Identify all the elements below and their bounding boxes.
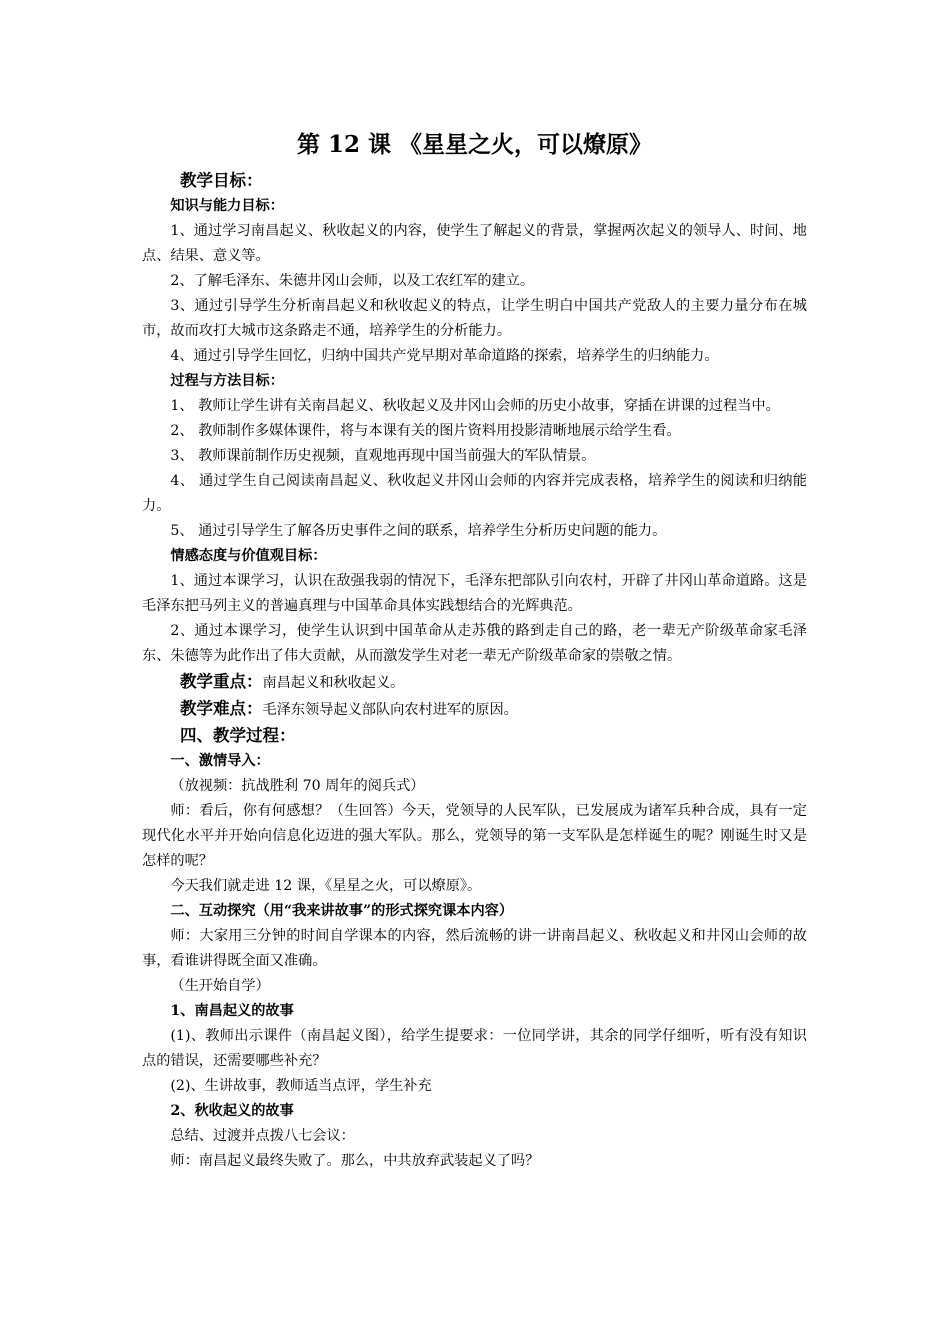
section-heading: 教学目标： xyxy=(179,171,263,190)
paragraph: 4、 通过学生自己阅读南昌起义、秋收起义井冈山会师的内容并完成表格，培养学生的阅读和归纳能力。 xyxy=(142,473,807,514)
section-heading: 情感态度与价值观目标： xyxy=(170,548,327,564)
paragraph: 3、通过引导学生分析南昌起义和秋收起义的特点，让学生明白中国共产党敌人的主要力量分布在城市，故而攻打大城市这条路走不通，培养学生的分析能力。 xyxy=(142,298,807,339)
heading-label: 教学重点： xyxy=(179,672,263,691)
paragraph: 2、了解毛泽东、朱德井冈山会师，以及工农红军的建立。 xyxy=(170,273,535,289)
paragraph: 4、通过引导学生回忆，归纳中国共产党早期对革命道路的探索，培养学生的归纳能力。 xyxy=(170,348,719,364)
paragraph: (1)、教师出示课件（南昌起义图），给学生提要求：一位同学讲，其余的同学仔细听，听有没有知识点的错误，还需要哪些补充？ xyxy=(142,1028,807,1069)
section-heading: 知识与能力目标： xyxy=(170,198,284,214)
paragraph: (2)、生讲故事，教师适当点评，学生补充 xyxy=(170,1078,432,1094)
paragraph: 今天我们就走进 12 课，《星星之火，可以燎原》。 xyxy=(170,878,482,894)
paragraph: （生开始自学） xyxy=(170,978,270,994)
paragraph: 3、 教师课前制作历史视频，直观地再现中国当前强大的军队情景。 xyxy=(170,448,596,464)
paragraph: 师：看后，你有何感想？（生回答）今天，党领导的人民军队，已发展成为诸军兵种合成，具有一定现代化水平并开始向信息化迈进的强大军队。那么，党领导的第一支军队是怎样诞生的呢？刚诞生时又是怎样的呢？ xyxy=(142,803,807,869)
section-heading: 过程与方法目标： xyxy=(170,373,284,389)
paragraph: 5、 通过引导学生了解各历史事件之间的联系，培养学生分析历史问题的能力。 xyxy=(170,523,667,539)
section-heading: 1、南昌起义的故事 xyxy=(170,1003,294,1019)
paragraph: 2、通过本课学习，使学生认识到中国革命从走苏俄的路到走自己的路，老一辈无产阶级革命家毛泽东、朱德等为此作出了伟大贡献，从而激发学生对老一辈无产阶级革命家的崇敬之情。 xyxy=(142,623,807,664)
section-heading xyxy=(142,696,807,723)
document-page xyxy=(142,128,807,1174)
lesson-title: 第 12 课 《星星之火，可以燎原》 xyxy=(296,131,653,158)
paragraph: 2、 教师制作多媒体课件，将与本课有关的图片资料用投影清晰地展示给学生看。 xyxy=(170,423,681,439)
heading-text: 毛泽东领导起义部队向农村进军的原因。 xyxy=(262,702,518,718)
heading-text: 南昌起义和秋收起义。 xyxy=(262,675,405,691)
document-body xyxy=(142,168,807,1174)
heading-label: 教学难点： xyxy=(179,699,263,718)
paragraph: 1、通过本课学习，认识在敌强我弱的情况下，毛泽东把部队引向农村，开辟了井冈山革命道路。这是毛泽东把马列主义的普遍真理与中国革命具体实践想结合的光辉典范。 xyxy=(142,573,807,614)
paragraph: 师：大家用三分钟的时间自学课本的内容，然后流畅的讲一讲南昌起义、秋收起义和井冈山会师的故事，看谁讲得既全面又准确。 xyxy=(142,928,807,969)
paragraph: （放视频：抗战胜利 70 周年的阅兵式） xyxy=(170,778,425,794)
paragraph: 1、 教师让学生讲有关南昌起义、秋收起义及井冈山会师的历史小故事，穿插在讲课的过程当中。 xyxy=(170,398,780,414)
section-heading: 2、秋收起义的故事 xyxy=(170,1103,294,1119)
paragraph: 1、通过学习南昌起义、秋收起义的内容，使学生了解起义的背景，掌握两次起义的领导人、时间、地点、结果、意义等。 xyxy=(142,223,807,264)
section-heading xyxy=(142,669,807,696)
section-heading: 四、教学过程： xyxy=(179,726,296,745)
section-heading: 一、激情导入： xyxy=(170,753,270,769)
section-heading: 二、互动探究（用“我来讲故事”的形式探究课本内容） xyxy=(170,903,514,919)
paragraph: 师：南昌起义最终失败了。那么，中共放弃武装起义了吗？ xyxy=(170,1153,540,1169)
paragraph: 总结、过渡并点拨八七会议： xyxy=(170,1128,355,1144)
